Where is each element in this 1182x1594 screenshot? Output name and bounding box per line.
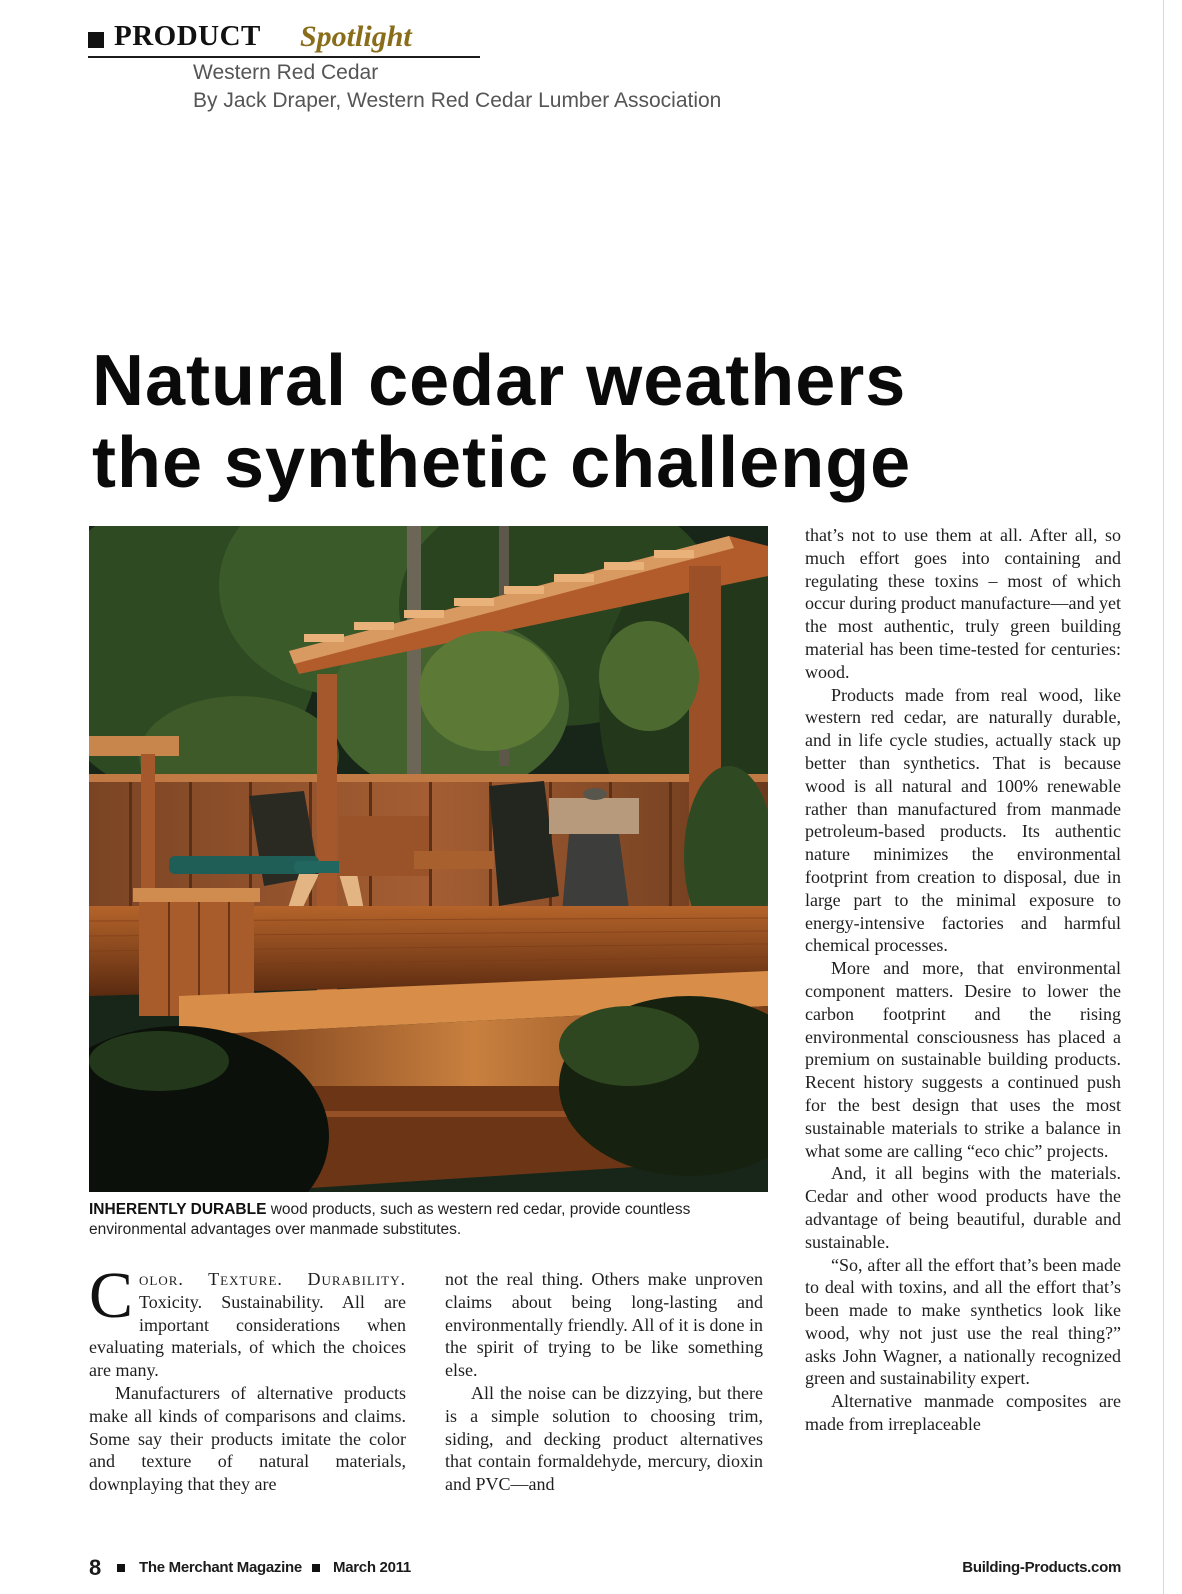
issue-date: March 2011: [333, 1559, 411, 1576]
article-headline: [92, 340, 1152, 504]
opening-small-caps: olor. Texture. Durability.: [139, 1269, 406, 1289]
caption-text: wood products, such as western red cedar, provide countless environmental advantages over manmade substitutes.: [89, 1201, 691, 1238]
opening-text: Toxicity. Sustainability. All are important considerations when evaluating materials, of which the choices are many.: [89, 1291, 406, 1381]
paragraph: that’s not to use them at all. After all, so much effort goes into containing and regulating these toxins – most of which occur during product manufacture—and yet the most authentic, truly green building material has been time-tested for centuries: wood.: [805, 525, 1121, 682]
page-edge: [1163, 0, 1164, 1594]
paragraph: More and more, that environmental component matters. Desire to lower the carbon footprint and the rising environmental consciousness has placed a premium on sustainable building products. Recent history suggests a continued push for the best design that uses the most sustainable materials to strike a balance in what some are calling “eco chic” projects.: [805, 958, 1121, 1161]
article-byline: By Jack Draper, Western Red Cedar Lumber Association: [193, 89, 722, 112]
magazine-name: The Merchant Magazine: [139, 1559, 302, 1576]
headline-line-2: the synthetic challenge: [92, 423, 912, 503]
article-column-3: [805, 524, 1121, 1436]
article-column-2: [445, 1268, 763, 1496]
opening-paragraph: [89, 1259, 406, 1382]
article-photo: [89, 526, 768, 1192]
photo-caption: [89, 1200, 779, 1240]
section-header: [88, 20, 480, 58]
square-bullet-icon: [88, 32, 104, 48]
paragraph: And, it all begins with the materials. Cedar and other wood products have the advantage of being beautiful, durable and sustainable.: [805, 1163, 1121, 1252]
headline-line-1: Natural cedar weathers: [92, 341, 907, 421]
section-title: PRODUCT: [114, 20, 261, 52]
square-separator-icon: [117, 1564, 125, 1572]
cedar-deck-pergola-photo: [89, 526, 768, 1192]
paragraph: Alternative manmade composites are made from irreplaceable: [805, 1391, 1121, 1435]
page-number: 8: [89, 1555, 102, 1580]
page-footer: [89, 1555, 1121, 1583]
paragraph: Manufacturers of alternative products make all kinds of comparisons and claims. Some say their products imitate the color and texture of natural materials, downplaying that they are: [89, 1382, 406, 1495]
caption-lead: INHERENTLY DURABLE: [89, 1201, 267, 1218]
article-column-1: [89, 1259, 406, 1496]
paragraph: “So, after all the effort that’s been made to deal with toxins, and all the effort that’s been made to make synthetics look like wood, why not just use the real thing?” asks John Wagner, a nationally recognized green and sustainability expert.: [805, 1254, 1121, 1389]
paragraph: Products made from real wood, like western red cedar, are naturally durable, and in life cycle studies, actually stack up better than synthetics. That is because wood is all natural and 100% renewable rather than manufactured from manmade petroleum-based products. Its authentic nature minimizes the environmental footprint from creation to disposal, due in large part to the minimal exposure to energy-intensive factories and harmful chemical processes.: [805, 684, 1121, 956]
website-url: Building-Products.com: [962, 1559, 1121, 1576]
article-kicker: Western Red Cedar: [193, 61, 379, 84]
paragraph: All the noise can be dizzying, but there is a simple solution to choosing trim, siding, and decking product alternatives that contain formaldehyde, mercury, dioxin and PVC—and: [445, 1382, 763, 1495]
drop-cap: C: [89, 1259, 134, 1332]
paragraph: not the real thing. Others make unproven claims about being long-lasting and environmentally friendly. All of it is done in the spirit of trying to be like something else.: [445, 1269, 763, 1381]
section-subtitle: Spotlight: [300, 20, 412, 53]
square-separator-icon: [312, 1564, 320, 1572]
